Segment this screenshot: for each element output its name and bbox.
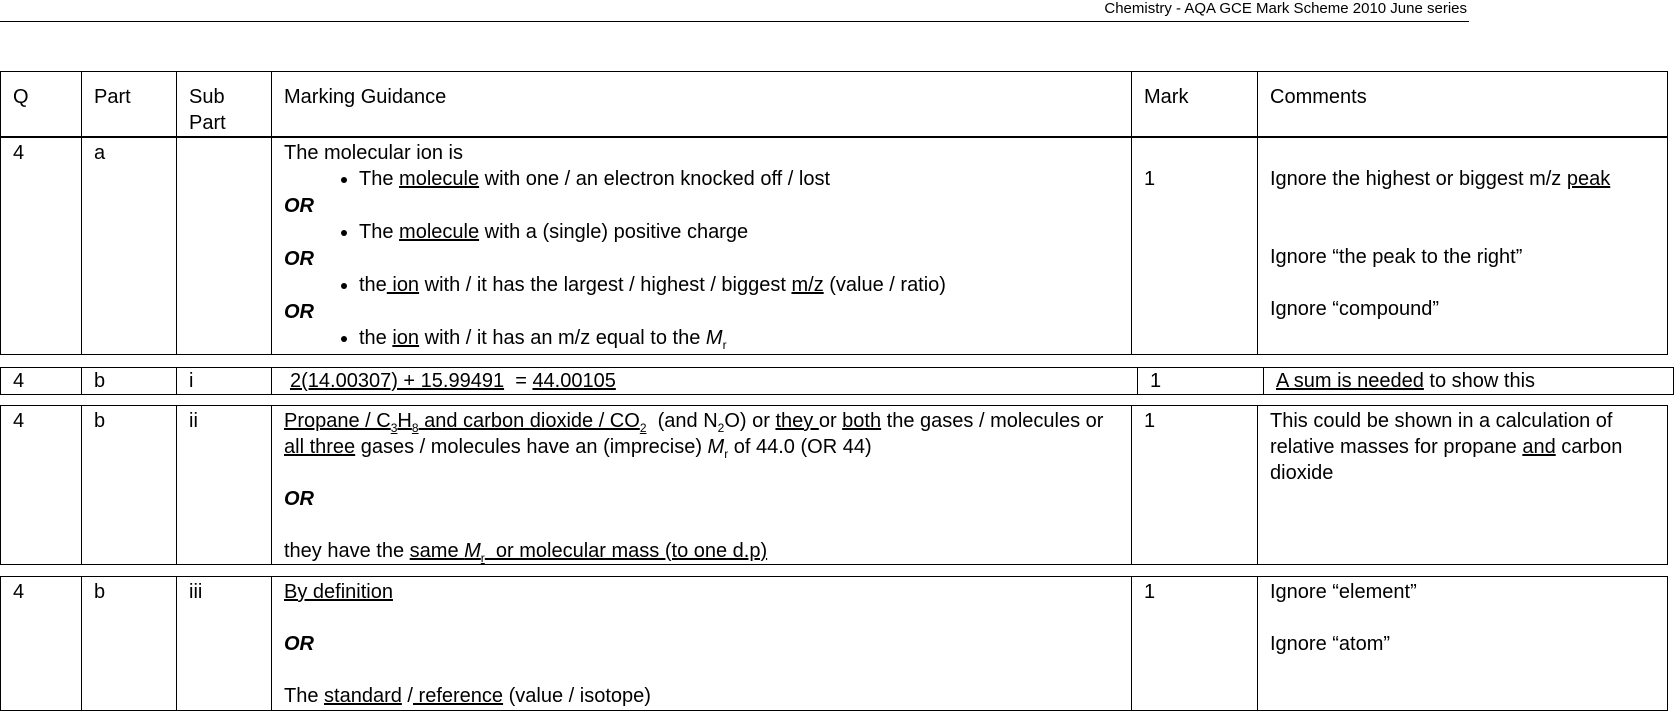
guidance-list-2	[284, 219, 1121, 246]
cell-q: 4	[1, 368, 82, 395]
bullet-4: • the ion with / it has an m/z equal to the $M_r$	[359, 325, 1121, 352]
guidance-list-4	[284, 325, 1121, 352]
or-label: OR	[284, 248, 314, 270]
row-4a	[0, 137, 1668, 355]
comment-2: Ignore “atom”	[1270, 633, 1391, 655]
or-label: OR	[284, 633, 314, 655]
cell-guidance	[272, 138, 1132, 355]
cell-sub: ii	[177, 406, 272, 565]
cell-guidance	[272, 577, 1132, 711]
col-comments: Comments	[1258, 72, 1668, 137]
cell-q: 4	[1, 138, 82, 355]
cell-comments: This could be shown in a calculation of relative masses for propane and carbon dioxide	[1258, 406, 1668, 565]
cell-mark: 1	[1132, 406, 1258, 565]
col-q: Q	[1, 72, 82, 137]
cell-part: b	[82, 368, 177, 395]
guidance-list-1	[284, 166, 1121, 193]
guidance-list-3	[284, 272, 1121, 299]
header-rule	[0, 21, 1469, 22]
col-mark: Mark	[1132, 72, 1258, 137]
bullet-2: • The molecule with a (single) positive charge	[359, 219, 1121, 246]
cell-mark: 1	[1132, 138, 1258, 355]
cell-part: a	[82, 138, 177, 355]
row-4biii	[0, 576, 1668, 711]
cell-comments	[1258, 138, 1668, 355]
row-4bi	[0, 367, 1674, 395]
cell-comments: A sum is needed to show this	[1264, 368, 1674, 395]
column-header-table	[0, 71, 1668, 137]
cell-guidance	[272, 406, 1132, 565]
comment-2: Ignore “the peak to the right”	[1270, 246, 1523, 268]
col-part: Part	[82, 72, 177, 137]
cell-sub	[177, 138, 272, 355]
col-sub-part: Sub Part	[177, 72, 272, 137]
guidance-intro: The molecular ion is	[284, 142, 463, 164]
col-guidance: Marking Guidance	[272, 72, 1132, 137]
or-label: OR	[284, 301, 314, 323]
bullet-3: • the ion with / it has the largest / highest / biggest m/z (value / ratio)	[359, 272, 1121, 299]
comment-3: Ignore “compound”	[1270, 298, 1439, 320]
cell-mark: 1	[1138, 368, 1264, 395]
row-4bii	[0, 405, 1668, 565]
guidance-alt: they have the same $M_r$ or molecular mass (to one d.p)	[284, 540, 768, 565]
cell-sub: i	[177, 368, 272, 395]
cell-mark: 1	[1132, 577, 1258, 711]
comment-1: Ignore “element”	[1270, 581, 1417, 603]
guidance-line-3: The standard / reference (value / isotope)	[284, 685, 651, 707]
cell-part: b	[82, 577, 177, 711]
comment-1: Ignore the highest or biggest m/z peak	[1270, 168, 1611, 190]
cell-q: 4	[1, 577, 82, 711]
cell-q: 4	[1, 406, 82, 565]
cell-comments	[1258, 577, 1668, 711]
cell-sub: iii	[177, 577, 272, 711]
bullet-1: • The molecule with one / an electron knocked off / lost	[359, 166, 1121, 193]
or-label: OR	[284, 195, 314, 217]
page-header: Chemistry - AQA GCE Mark Scheme 2010 June series	[1104, 0, 1467, 17]
guidance-text: Propane / $C_3H_8$ and carbon dioxide / $CO_2$ (and $N_2O$) or they or both the gases / molecules or all three gases / molecules have an (imprecise) $M_r$ of 44.0 (OR 44)	[284, 410, 1104, 461]
cell-part: b	[82, 406, 177, 565]
or-label: OR	[284, 488, 314, 510]
cell-guidance: 2(14.00307) + 15.99491 = 44.00105	[272, 368, 1138, 395]
guidance-line-1: By definition	[284, 581, 393, 603]
